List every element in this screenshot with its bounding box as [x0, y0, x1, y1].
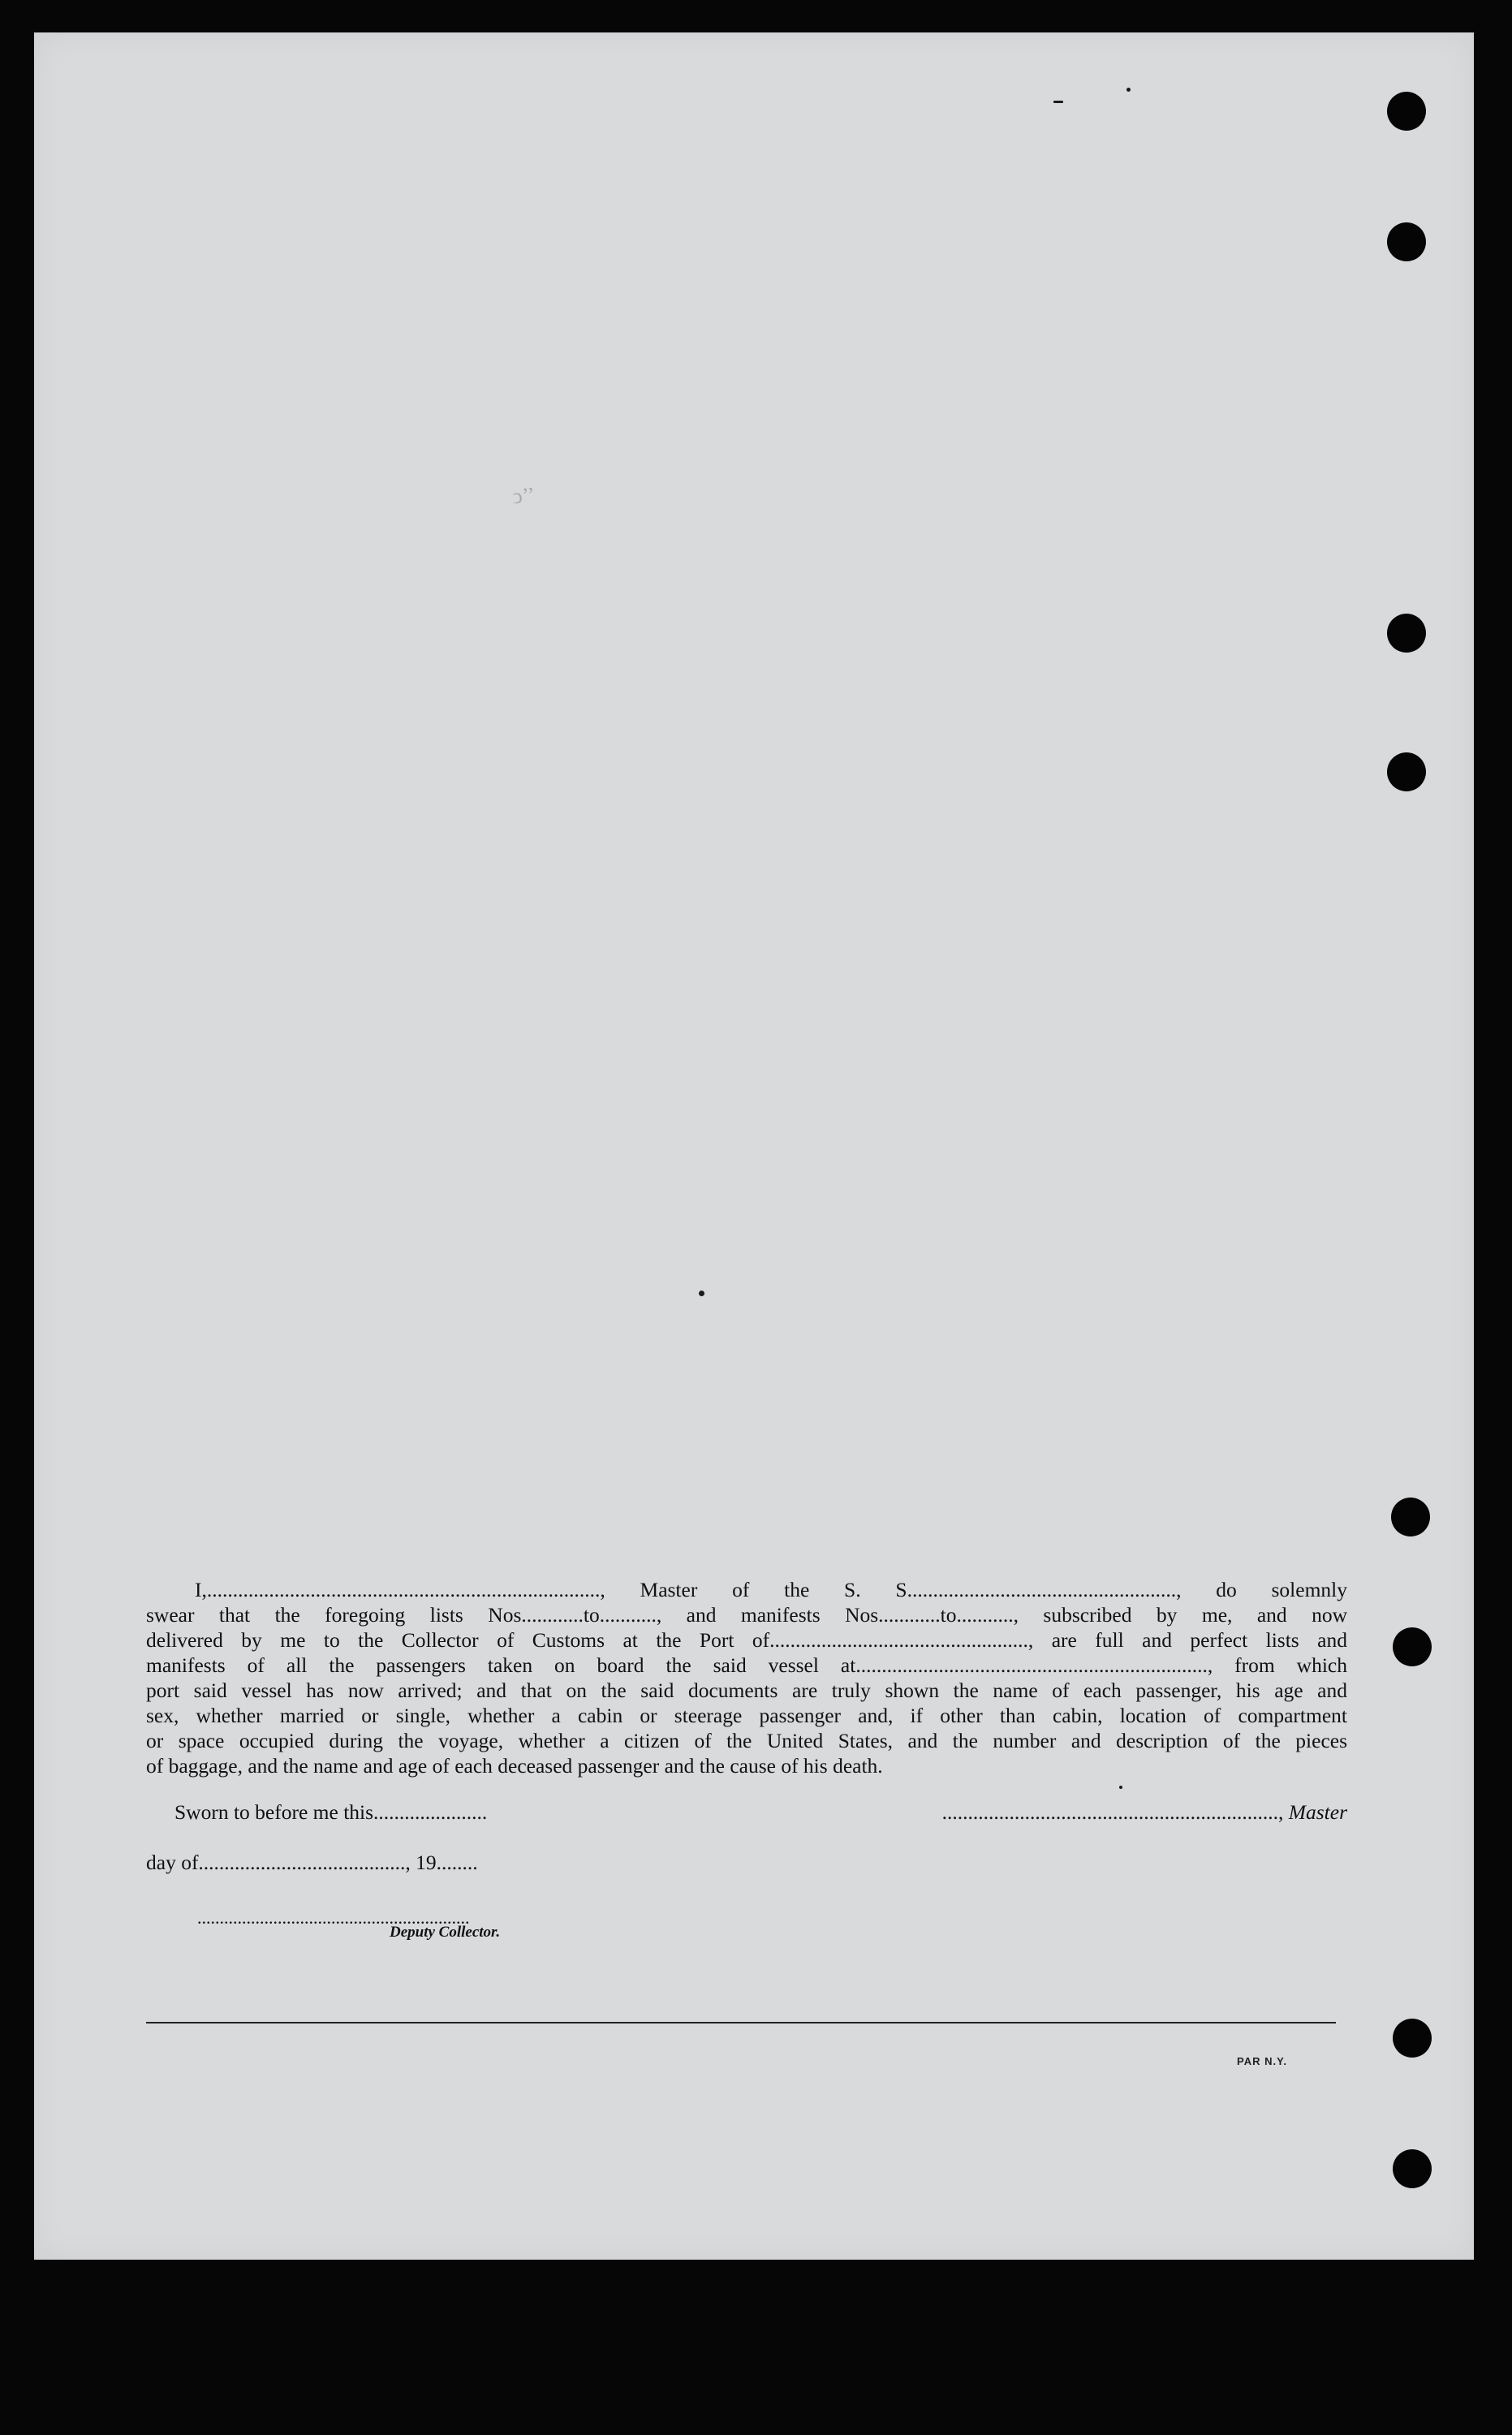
oath-line: delivered by me to the Collector of Customs at the Port of.................................................., are full and perfect lists and	[146, 1628, 1347, 1652]
binder-hole-6	[1393, 1627, 1432, 1666]
deputy-signature-line: .............................................................	[197, 1907, 470, 1928]
deputy-collector-label: Deputy Collector.	[390, 1924, 501, 1941]
oath-line: or space occupied during the voyage, whether a citizen of the United States, and the number and description of the pieces	[146, 1729, 1347, 1752]
printer-mark: PAR N.Y.	[1237, 2055, 1287, 2067]
speck	[1053, 101, 1063, 103]
oath-paragraph	[146, 1577, 1347, 1778]
binder-hole-4	[1387, 752, 1426, 791]
master-label: Master	[1288, 1800, 1347, 1824]
binder-hole-5	[1391, 1498, 1430, 1536]
sworn-before-text: Sworn to before me this......................	[174, 1800, 488, 1824]
oath-line: of baggage, and the name and age of each deceased passenger and the cause of his death.	[146, 1754, 883, 1778]
speck	[1119, 1786, 1122, 1789]
oath-line: swear that the foregoing lists Nos............to..........., and manifests Nos............to..........., subscribed by me, and now	[146, 1603, 1347, 1627]
oath-line: sex, whether married or single, whether a cabin or steerage passenger and, if other than cabin, location of compartment	[146, 1704, 1347, 1727]
horizontal-rule	[146, 2022, 1336, 2023]
oath-line: I,............................................................................, Master of the S. S...................................................., do solemnly	[195, 1578, 1347, 1601]
master-signature-line	[942, 1800, 1347, 1825]
master-dots: .................................................................,	[941, 1800, 1289, 1824]
binder-hole-8	[1393, 2149, 1432, 2188]
oath-line: manifests of all the passengers taken on board the said vessel at...................................................................., from which	[146, 1653, 1347, 1677]
binder-hole-3	[1387, 614, 1426, 653]
oath-line: port said vessel has now arrived; and that on the said documents are truly shown the name of each passenger, his age and	[146, 1679, 1347, 1702]
faint-pencil-mark: ↄ’’	[511, 482, 536, 509]
speck	[699, 1291, 704, 1296]
binder-hole-7	[1393, 2019, 1432, 2058]
speck	[1126, 88, 1131, 92]
binder-hole-1	[1387, 92, 1426, 131]
day-of-line: day of........................................, 19........	[146, 1851, 478, 1874]
binder-hole-2	[1387, 222, 1426, 261]
